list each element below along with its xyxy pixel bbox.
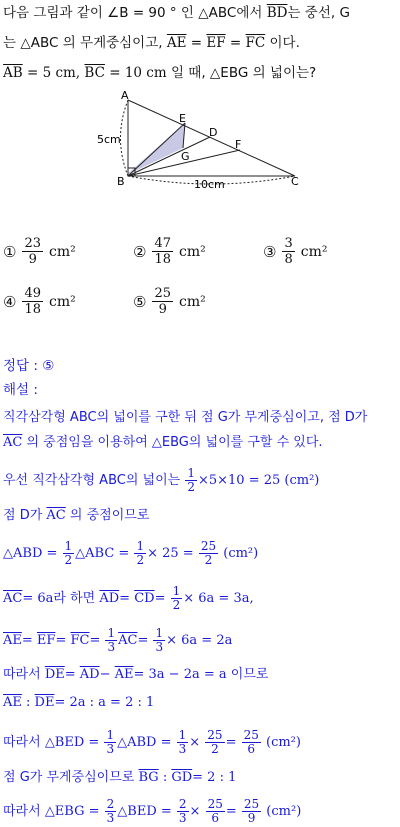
s10-num4: 25 (243, 797, 260, 811)
s8-c: × (189, 735, 205, 750)
s1-num: 1 (187, 466, 195, 480)
exp-line-1a: 직각삼각형 ABC의 넓이를 구한 뒤 점 G가 무게중심이고, 점 D가 (3, 410, 368, 425)
s5-den1: 3 (107, 640, 116, 654)
exp-step-9 (3, 769, 236, 787)
label-ab-length: 5cm (97, 133, 121, 146)
s8-frac1 (104, 729, 116, 756)
s5-d: = (137, 633, 153, 648)
label-f: F (235, 138, 242, 151)
s5-e: × 6a = 2a (166, 633, 233, 648)
choice-5-num: 25 (154, 286, 171, 301)
choice-1-fraction (22, 236, 43, 267)
q1-text: 다음 그림과 같이 ∠B = 90 ° 인 △ABC에서 (3, 5, 267, 21)
s4-den: 2 (172, 598, 181, 612)
exp-1b-text: 의 중점임을 이용하여 △EBG의 넓이를 구할 수 있다. (22, 435, 323, 450)
exp-step-6 (3, 666, 268, 684)
triangle-figure (95, 88, 310, 193)
s1-frac (185, 467, 197, 494)
s10-den2: 3 (178, 811, 187, 825)
exp-step-10 (3, 798, 301, 825)
s5-num1: 1 (107, 626, 116, 640)
s3-num1: 1 (64, 539, 73, 553)
s6-de: $\overline{DE}$ (44, 667, 65, 682)
label-g: G (181, 150, 190, 163)
s5-b: = (55, 633, 71, 648)
s10-den4: 9 (247, 811, 256, 825)
q3-ab: $\overline{AB}$ (3, 65, 23, 81)
choice-4[interactable] (3, 286, 76, 317)
s8-num2: 1 (178, 728, 187, 742)
s6-ae: $\overline{AE}$ (114, 667, 134, 682)
s10-e: = (225, 804, 241, 819)
s8-den1: 3 (106, 742, 115, 756)
exp-line-1b (3, 434, 323, 452)
s8-e: = (225, 735, 241, 750)
s5-c: = (89, 633, 105, 648)
s8-num1: 1 (106, 728, 115, 742)
s8-frac4 (242, 729, 261, 756)
s5-a: = (21, 633, 37, 648)
s3-a: △ABD = (3, 546, 62, 561)
s7-ae: $\overline{AE}$ (3, 695, 22, 710)
label-e: E (179, 112, 186, 125)
s10-frac2 (177, 798, 189, 825)
s6-a: = (64, 667, 80, 682)
s9-b: = 2 : 1 (192, 770, 237, 785)
q3-bc: $\overline{BC}$ (84, 65, 105, 81)
exp-step-8 (3, 729, 301, 756)
choice-4-mark: ④ (3, 292, 17, 311)
s10-den3: 6 (211, 811, 220, 825)
s8-num3: 25 (207, 728, 223, 742)
s5-ef: $\overline{EF}$ (36, 633, 56, 648)
s8-a: △BED = (44, 735, 104, 750)
choice-1-num: 23 (24, 236, 41, 251)
s10-frac1 (105, 798, 117, 825)
choice-5-mark: ⑤ (133, 292, 147, 311)
choice-3-num: 3 (284, 236, 293, 251)
answer-label: 정답 : ⑤ (3, 358, 55, 374)
s8-num4: 25 (243, 728, 259, 742)
q2-fc: $\overline{FC}$ (245, 35, 266, 51)
arc-ab (121, 100, 129, 176)
choice-5-den: 9 (158, 302, 167, 317)
s5-fc: $\overline{FC}$ (70, 633, 90, 648)
choice-4-unit: cm² (49, 293, 76, 310)
s5-ac: $\overline{AC}$ (118, 633, 138, 648)
choice-4-fraction (22, 286, 43, 317)
exp-step-4 (3, 585, 254, 612)
s3-frac2 (134, 540, 146, 567)
choice-2-mark: ② (133, 242, 147, 261)
s3-den1: 2 (64, 553, 73, 567)
choice-3-mark: ③ (263, 242, 277, 261)
s4-ad: $\overline{AD}$ (99, 591, 120, 606)
choice-4-num: 49 (24, 286, 41, 301)
s7-a: : (21, 695, 35, 710)
q3-v2: = 10 cm (104, 65, 167, 81)
exp-step-3 (3, 540, 258, 567)
question-line-1 (3, 4, 350, 22)
choice-2-num: 47 (154, 236, 171, 251)
s10-num2: 2 (178, 797, 187, 811)
s4-frac (171, 585, 183, 612)
s1-post: ×5×10 = 25 (cm²) (197, 473, 320, 488)
s10-a: △EBG = (44, 804, 104, 819)
q3-v1: = 5 cm, (22, 65, 85, 81)
explanation-label: 해설 : (3, 382, 38, 398)
exp-step-7 (3, 694, 154, 712)
s4-b: = (119, 591, 135, 606)
q2-text-b: 이다. (265, 35, 300, 51)
s6-b: − (99, 667, 115, 682)
s9-gd: $\overline{GD}$ (171, 770, 193, 785)
choice-1-unit: cm² (49, 243, 76, 260)
s4-a: = 6a라 하면 (22, 591, 100, 606)
s3-b: △ABC = (75, 546, 134, 561)
q3-text-b: 일 때, △EBG 의 넓이는? (166, 65, 317, 81)
s6-pre: 따라서 (3, 667, 45, 682)
s2-post: 의 중점이므로 (65, 508, 150, 523)
choice-2-den: 18 (154, 252, 171, 267)
label-bc-length: 10cm (194, 178, 225, 191)
q1-bd: $\overline{BD}$ (266, 5, 288, 21)
exp-step-5 (3, 627, 232, 654)
s9-a: : (158, 770, 172, 785)
s2-ac: $\overline{AC}$ (46, 508, 66, 523)
s8-den3: 2 (211, 742, 219, 756)
s3-frac3 (199, 540, 218, 567)
choice-1-den: 9 (28, 252, 37, 267)
s5-frac2 (153, 627, 165, 654)
s4-c: = (154, 591, 170, 606)
s3-den3: 2 (204, 553, 213, 567)
s7-de: $\overline{DE}$ (34, 695, 55, 710)
s3-num2: 1 (136, 539, 145, 553)
s8-frac3 (205, 729, 224, 756)
s8-unit: (cm²) (261, 735, 301, 750)
s5-den2: 3 (155, 640, 164, 654)
s4-e: × 6a = 3a, (183, 591, 254, 606)
s10-num1: 2 (106, 797, 115, 811)
s4-num: 1 (172, 584, 181, 598)
s3-c: × 25 = (147, 546, 198, 561)
choice-4-den: 18 (24, 302, 41, 317)
s8-pre: 따라서 (3, 735, 45, 750)
choice-3-unit: cm² (300, 243, 328, 260)
s5-frac1 (105, 627, 117, 654)
s9-pre: 점 G가 무게중심이므로 (3, 770, 139, 785)
label-b: B (117, 175, 125, 188)
choice-5[interactable] (133, 286, 206, 317)
q1-text-b: 는 중선, G (287, 5, 350, 21)
choice-1-mark: ① (3, 242, 17, 261)
s2-pre: 점 D가 (3, 508, 47, 523)
s5-num2: 1 (155, 626, 164, 640)
s10-frac4 (242, 798, 261, 825)
s8-den4: 6 (247, 742, 256, 756)
s10-den1: 3 (106, 811, 115, 825)
s3-den2: 2 (136, 553, 145, 567)
q2-ae: $\overline{AE}$ (166, 35, 187, 51)
s8-frac2 (177, 729, 189, 756)
s4-ac: $\overline{AC}$ (3, 591, 23, 606)
exp-step-2 (3, 507, 149, 525)
choice-5-unit: cm² (179, 293, 206, 310)
label-d: D (209, 126, 218, 139)
q2-eq1: = (186, 35, 207, 51)
s3-num3: 25 (200, 539, 217, 553)
choice-3-den: 8 (284, 252, 293, 267)
label-a: A (121, 89, 129, 102)
s1-den: 2 (187, 480, 195, 494)
q2-eq2: = (225, 35, 246, 51)
s6-c: = 3a − 2a = a (133, 667, 227, 682)
s1-pre: 우선 직각삼각형 ABC의 넓이는 (3, 473, 185, 488)
choice-2-unit: cm² (179, 243, 206, 260)
s3-unit: (cm²) (219, 546, 259, 561)
choice-3-fraction (282, 236, 294, 267)
s4-cd: $\overline{CD}$ (134, 591, 155, 606)
choice-1[interactable] (3, 236, 76, 267)
choice-3[interactable] (263, 236, 327, 267)
s10-unit: (cm²) (262, 804, 302, 819)
choice-5-fraction (152, 286, 173, 317)
exp-step-1 (3, 467, 319, 494)
s6-post: 이므로 (226, 667, 269, 682)
question-line-3 (3, 64, 316, 82)
choice-2-fraction (152, 236, 173, 267)
s10-frac3 (206, 798, 225, 825)
question-line-2 (3, 34, 300, 52)
s6-ad: $\overline{AD}$ (79, 667, 100, 682)
choice-2[interactable] (133, 236, 206, 267)
s9-bg: $\overline{BG}$ (138, 770, 159, 785)
s10-c: × (189, 804, 205, 819)
s3-frac1 (63, 540, 75, 567)
q2-ef: $\overline{EF}$ (206, 35, 226, 51)
label-c: C (291, 175, 299, 188)
exp-1b-ac: $\overline{AC}$ (3, 435, 23, 450)
s10-num3: 25 (207, 797, 223, 811)
s5-ae: $\overline{AE}$ (3, 633, 22, 648)
s7-b: = 2a : a = 2 : 1 (54, 695, 155, 710)
s8-den2: 3 (178, 742, 187, 756)
s8-b: △ABD = (117, 735, 176, 750)
s10-pre: 따라서 (3, 804, 45, 819)
s10-b: △BED = (117, 804, 176, 819)
q2-text: 는 △ABC 의 무게중심이고, (3, 35, 167, 51)
